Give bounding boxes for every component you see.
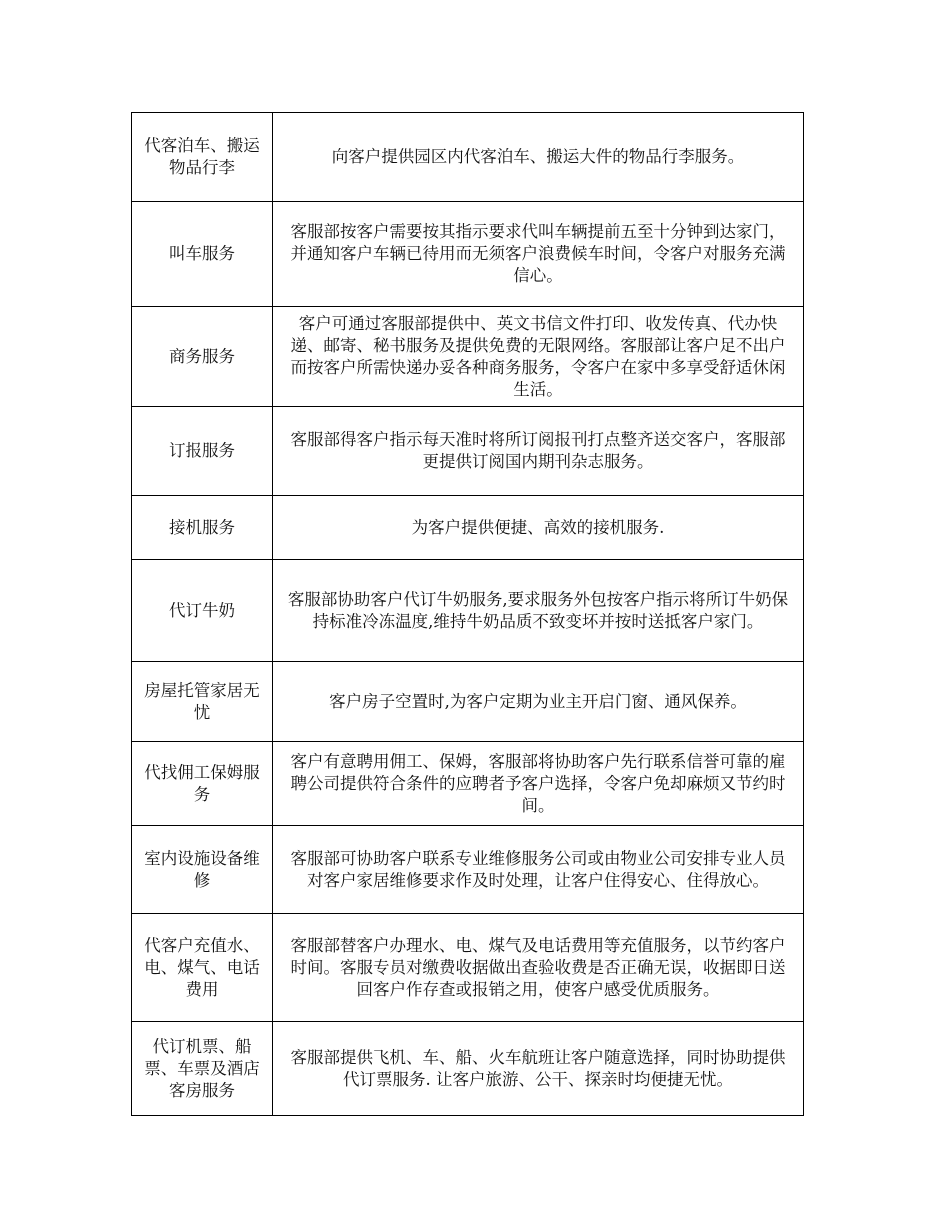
service-name: 接机服务 (132, 496, 273, 560)
service-description: 客服部可协助客户联系专业维修服务公司或由物业公司安排专业人员对客户家居维修要求作及时处理，让客户住得安心、住得放心。 (273, 826, 804, 914)
service-name: 室内设施设备维修 (132, 826, 273, 914)
table-row (132, 496, 804, 560)
service-description: 客服部替客户办理水、电、煤气及电话费用等充值服务，以节约客户时间。客服专员对缴费收据做出查验收费是否正确无误，收据即日送回客户作存查或报销之用，使客户感受优质服务。 (273, 914, 804, 1022)
service-description: 客服部协助客户代订牛奶服务,要求服务外包按客户指示将所订牛奶保持标准冷冻温度,维持牛奶品质不致变坏并按时送抵客户家门。 (273, 560, 804, 662)
service-description: 客户有意聘用佣工、保姆，客服部将协助客户先行联系信誉可靠的雇聘公司提供符合条件的应聘者予客户选择，令客户免却麻烦又节约时间。 (273, 742, 804, 826)
table-row (132, 307, 804, 407)
service-description: 客户房子空置时,为客户定期为业主开启门窗、通风保养。 (273, 662, 804, 742)
service-name: 代客户充值水、电、煤气、电话费用 (132, 914, 273, 1022)
service-name: 房屋托管家居无忧 (132, 662, 273, 742)
service-name: 代订牛奶 (132, 560, 273, 662)
table-row (132, 202, 804, 307)
service-description: 客服部按客户需要按其指示要求代叫车辆提前五至十分钟到达家门，并通知客户车辆已待用而无须客户浪费候车时间，令客户对服务充满信心。 (273, 202, 804, 307)
table-row (132, 742, 804, 826)
table-row (132, 113, 804, 202)
service-description: 客服部得客户指示每天准时将所订阅报刊打点整齐送交客户，客服部更提供订阅国内期刊杂志服务。 (273, 407, 804, 496)
table-row (132, 662, 804, 742)
table-row (132, 560, 804, 662)
table-row (132, 826, 804, 914)
service-name: 代订机票、船票、车票及酒店客房服务 (132, 1022, 273, 1116)
service-name: 商务服务 (132, 307, 273, 407)
table-row (132, 914, 804, 1022)
service-name: 叫车服务 (132, 202, 273, 307)
table-row (132, 1022, 804, 1116)
services-table (131, 112, 804, 1116)
service-name: 订报服务 (132, 407, 273, 496)
table-row (132, 407, 804, 496)
service-name: 代找佣工保姆服务 (132, 742, 273, 826)
service-description: 为客户提供便捷、高效的接机服务. (273, 496, 804, 560)
service-description: 客户可通过客服部提供中、英文书信文件打印、收发传真、代办快递、邮寄、秘书服务及提供免费的无限网络。客服部让客户足不出户而按客户所需快递办妥各种商务服务，令客户在家中多享受舒适休闲生活。 (273, 307, 804, 407)
service-description: 客服部提供飞机、车、船、火车航班让客户随意选择，同时协助提供代订票服务. 让客户旅游、公干、探亲时均便捷无忧。 (273, 1022, 804, 1116)
service-name: 代客泊车、搬运物品行李 (132, 113, 273, 202)
service-description: 向客户提供园区内代客泊车、搬运大件的物品行李服务。 (273, 113, 804, 202)
